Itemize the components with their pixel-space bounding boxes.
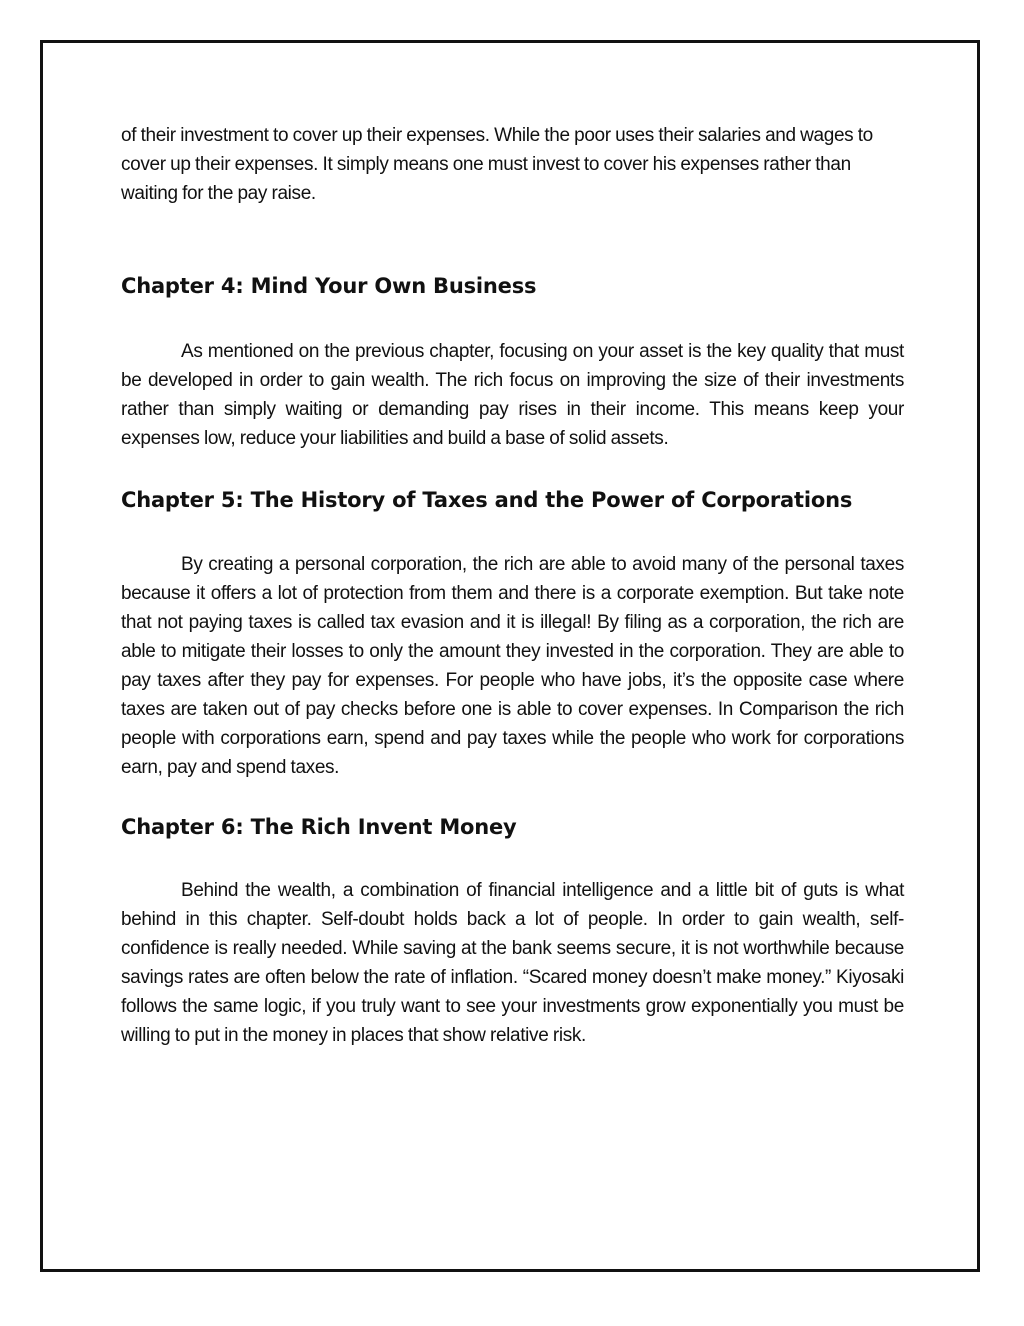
chapter-6-body: Behind the wealth, a combination of financial intelligence and a little bit of guts is what behind in this chapter. Self-doubt holds back a lot of people. In order to gain wealth, self-confidence is really needed. While saving at the bank seems secure, it is not worthwhile because savings rates are often below the rate of inflation. “Scared money doesn’t make money.” Kiyosaki follows the same logic, if you truly want to see your investments grow exponentially you must be willing to put in the money in places that show relative risk. <box>121 880 904 1046</box>
chapter-6-heading: Chapter 6: The Rich Invent Money <box>121 815 517 839</box>
chapter-4-heading: Chapter 4: Mind Your Own Business <box>121 274 537 298</box>
chapter-5-heading: Chapter 5: The History of Taxes and the Power of Corporations <box>121 488 853 512</box>
intro-paragraph: of their investment to cover up their expenses. While the poor uses their salaries and wages to cover up their expenses. It simply means one must invest to cover his expenses rather than waiting for the pay raise. <box>121 125 873 204</box>
chapter-4-body: As mentioned on the previous chapter, focusing on your asset is the key quality that must be developed in order to gain wealth. The rich focus on improving the size of their investments rather than simply waiting or demanding pay rises in their income. This means keep your expenses low, reduce your liabilities and build a base of solid assets. <box>121 341 904 449</box>
chapter-5-body: By creating a personal corporation, the rich are able to avoid many of the personal taxes because it offers a lot of protection from them and there is a corporate exemption. But take note that not paying taxes is called tax evasion and it is illegal! By filing as a corporation, the rich are able to mitigate their losses to only the amount they invested in the corporation. They are able to pay taxes after they pay for expenses. For people who have jobs, it’s the opposite case where taxes are taken out of pay checks before one is able to cover expenses. In Comparison the rich people with corporations earn, spend and pay taxes while the people who work for corporations earn, pay and spend taxes. <box>121 554 904 778</box>
page-content <box>121 121 904 1050</box>
